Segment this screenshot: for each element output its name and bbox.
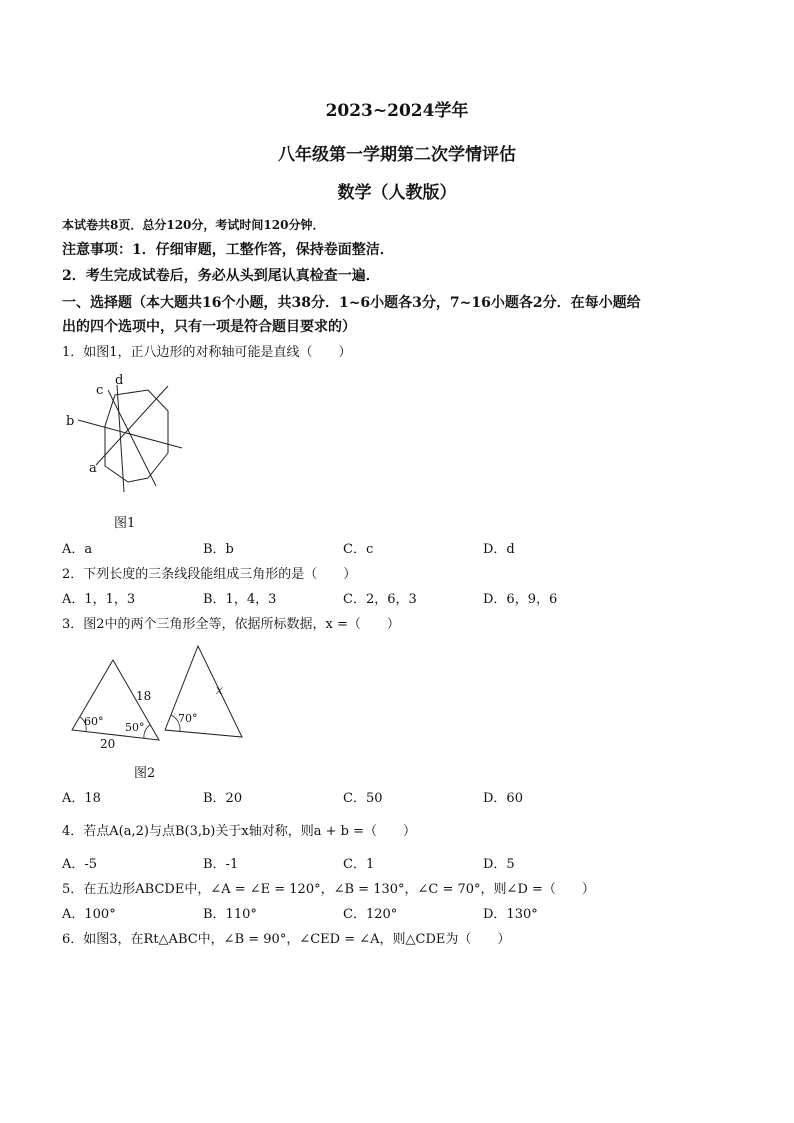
q4-option-a[interactable]: A．-5 [62,857,98,872]
q1-option-a[interactable]: A．a [62,542,93,557]
notice-line-2: 2．考生完成试卷后，务必从头到尾认真检查一遍． [62,268,380,284]
q1-option-b[interactable]: B．b [203,542,234,557]
exam-year: 2023~2024学年 [325,101,469,121]
q3-option-c[interactable]: C．50 [343,791,383,806]
exam-info: 本试卷共8页．总分120分，考试时间120分钟． [62,218,325,232]
question-5-stem: 5．在五边形ABCDE中，∠A = ∠E = 120°，∠B = 130°，∠C = 70°，则∠D =（ ） [62,882,595,897]
q5-option-d[interactable]: D．130° [483,907,538,922]
question-6-stem: 6．如图3，在Rt△ABC中，∠B = 90°，∠CED = ∠A，则△CDE为（ ） [62,932,511,947]
q4-option-d[interactable]: D．5 [483,857,515,872]
line-label-b: b [66,414,75,429]
q2-option-a[interactable]: A．1，1，3 [62,592,136,607]
line-label-d: d [115,373,124,388]
angle-arc-50 [144,725,150,738]
question-3-stem: 3．图2中的两个三角形全等，依据所标数据，x =（ ） [62,617,400,632]
question-1-stem: 1．如图1，正八边形的对称轴可能是直线（ ） [62,345,352,360]
question-2-stem: 2．下列长度的三条线段能组成三角形的是（ ） [62,567,357,582]
section-heading-line-1: 一、选择题（本大题共16个小题，共38分．1~6小题各3分，7~16小题各2分．在每小题给 [62,295,641,311]
tri1-side-bottom: 20 [100,737,116,751]
section-heading-line-2: 出的四个选项中，只有一项是符合题目要求的） [62,319,356,335]
q1-option-c[interactable]: C．c [343,542,374,557]
congruent-triangles-figure [64,640,249,755]
q3-option-a[interactable]: A．18 [62,791,101,806]
line-label-c: c [96,383,104,398]
q4-option-c[interactable]: C．1 [343,857,375,872]
exam-subject: 数学（人教版） [337,183,457,203]
q5-option-c[interactable]: C．120° [343,907,398,922]
q2-option-c[interactable]: C．2，6，3 [343,592,417,607]
line-label-a: a [89,461,97,476]
q3-option-d[interactable]: D．60 [483,791,523,806]
exam-title: 八年级第一学期第二次学情评估 [278,145,516,165]
figure-2-caption: 图2 [134,766,156,781]
question-4-stem: 4．若点A(a,2)与点B(3,b)关于x轴对称，则a + b =（ ） [62,824,416,839]
line-d [117,385,124,492]
q4-option-b[interactable]: B．-1 [203,857,239,872]
q5-option-a[interactable]: A．100° [62,907,116,922]
q5-option-b[interactable]: B．110° [203,907,257,922]
tri2-angle: 70° [178,712,198,725]
figure-1-caption: 图1 [114,516,136,531]
triangle-2 [165,646,242,737]
tri1-side-right: 18 [136,689,152,703]
q3-option-b[interactable]: B．20 [203,791,243,806]
octagon-figure [60,368,200,498]
q2-option-b[interactable]: B．1，4，3 [203,592,277,607]
line-c [108,390,156,486]
q2-option-d[interactable]: D．6，9，6 [483,592,558,607]
q1-option-d[interactable]: D．d [483,542,515,557]
notice-line-1: 注意事项：1．仔细审题，工整作答，保持卷面整洁． [62,242,394,258]
line-a [96,386,168,465]
tri1-angle-right: 50° [125,721,145,734]
tri1-angle-left: 60° [84,715,104,728]
tri2-side-x: x [216,683,223,697]
